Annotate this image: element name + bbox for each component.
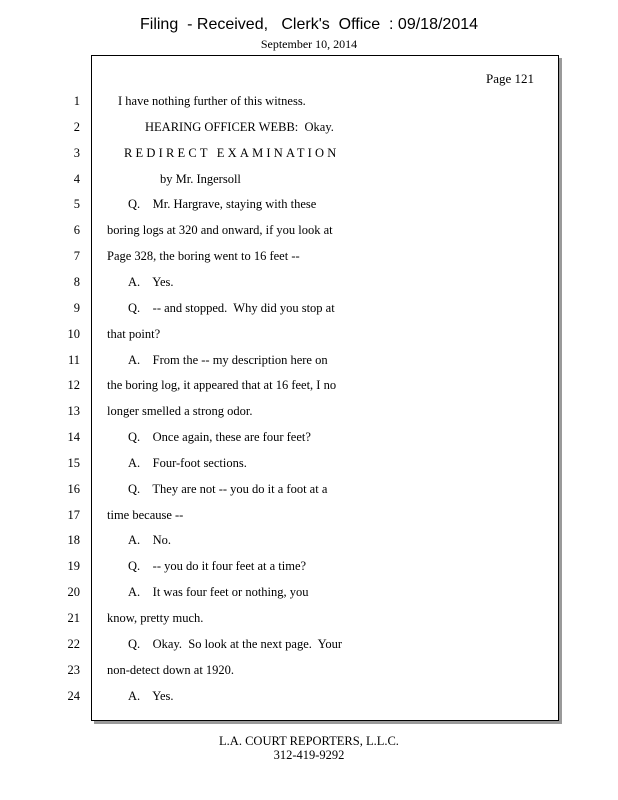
transcript-line-text: time because -- [107,508,184,522]
transcript-line-text: I have nothing further of this witness. [118,94,306,108]
line-number: 3 [73,146,80,160]
transcript-line-text: REDIRECT EXAMINATION [124,146,340,160]
transcript-line-text: Q. Mr. Hargrave, staying with these [128,197,317,211]
footer-phone: 312-419-9292 [273,748,345,762]
transcript-line-text: non-detect down at 1920. [107,663,235,677]
line-number: 22 [67,637,80,651]
line-number: 18 [67,533,80,547]
transcript-line-text: the boring log, it appeared that at 16 feet, I no [107,378,337,392]
line-number: 19 [67,559,80,573]
transcript-line-text: know, pretty much. [107,611,204,625]
transcript-line-text: Q. Okay. So look at the next page. Your [128,637,343,651]
transcript-line-text: boring logs at 320 and onward, if you look at [107,223,333,237]
line-number: 17 [67,508,80,522]
line-number: 24 [67,689,80,703]
line-number: 16 [67,482,80,496]
transcript-line-text: that point? [107,327,161,341]
transcript-line-text: HEARING OFFICER WEBB: Okay. [145,120,334,134]
line-number: 14 [67,430,80,444]
line-number: 5 [73,197,80,211]
line-number: 10 [67,327,80,341]
transcript-line-text: by Mr. Ingersoll [160,172,241,186]
transcript-line-text: longer smelled a strong odor. [107,404,253,418]
transcript-line-text: A. From the -- my description here on [128,353,328,367]
transcript-line-text: A. It was four feet or nothing, you [128,585,309,599]
transcript-line-text: Q. -- you do it four feet at a time? [128,559,307,573]
filing-stamp: Filing - Received, Clerk's Office : 09/18/2014 [139,16,479,33]
transcript-line-text: A. Yes. [128,275,174,289]
transcript-line-text: A. Yes. [128,689,174,703]
line-number: 11 [67,353,80,367]
line-number: 20 [67,585,80,599]
transcript-line-text: A. No. [128,533,172,547]
page-number: Page 121 [486,71,535,86]
line-number: 23 [67,663,80,677]
line-number: 12 [67,378,80,392]
line-number: 21 [67,611,80,625]
footer-company: L.A. COURT REPORTERS, L.L.C. [219,734,399,748]
transcript-line-text: Q. Once again, these are four feet? [128,430,311,444]
line-number: 7 [73,249,80,263]
line-number: 6 [73,223,80,237]
line-number: 1 [73,94,80,108]
transcript-line-text: A. Four-foot sections. [128,456,247,470]
transcript-line-text: Page 328, the boring went to 16 feet -- [107,249,300,263]
line-number: 8 [73,275,80,289]
transcript-line-text: Q. -- and stopped. Why did you stop at [128,301,335,315]
transcript-line-text: Q. They are not -- you do it a foot at a [128,482,328,496]
line-number: 9 [73,301,80,315]
line-number: 15 [67,456,80,470]
transcript-date: September 10, 2014 [260,37,358,51]
line-number: 4 [73,172,80,186]
line-number: 2 [73,120,80,134]
line-number: 13 [67,404,80,418]
